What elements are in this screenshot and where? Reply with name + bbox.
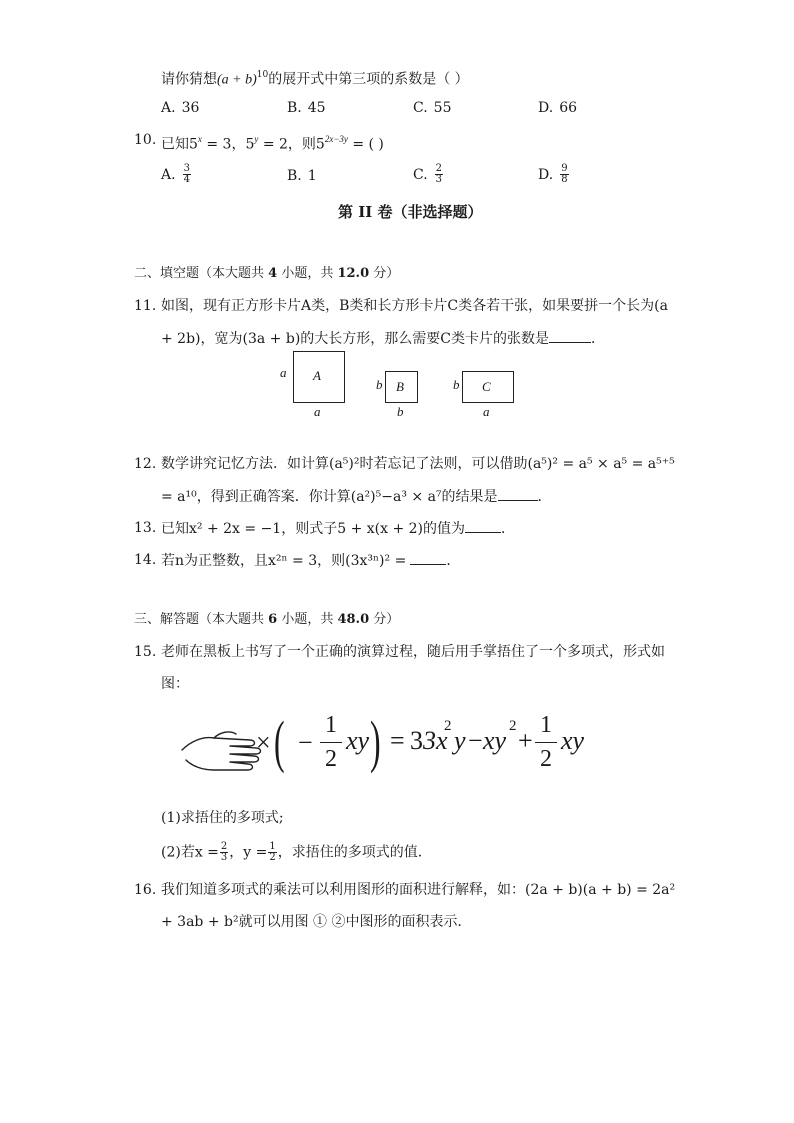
q10-option-b-value: 1: [307, 168, 317, 184]
section2-title-pre: 二、填空题（本大题共: [134, 266, 269, 281]
q10-option-d[interactable]: [538, 164, 570, 185]
q10-option-b-letter: B.: [287, 168, 302, 184]
q15-sub2-x-num: 2: [220, 841, 228, 852]
q10-option-a-den: 4: [183, 174, 190, 185]
formula-neg: −: [298, 728, 313, 757]
formula-times: ×: [256, 728, 271, 757]
q10-number: 10.: [134, 132, 157, 148]
part2-title: 第 II 卷（非选择题）: [338, 203, 483, 221]
q10-option-a-num: 3: [183, 163, 190, 174]
formula-rhs2-exp: 2: [509, 718, 517, 734]
q9-option-a[interactable]: [161, 98, 199, 118]
q13-text-post: ．: [501, 521, 516, 537]
q9-stem-post: 的展开式中第三项的系数是（ ）: [268, 71, 469, 88]
formula-rhs3-num: 1: [540, 712, 552, 738]
q10-sup1: x: [197, 134, 202, 144]
q9-option-c-value: 55: [433, 100, 452, 116]
q10-option-b[interactable]: [287, 166, 317, 186]
q14-text-post: ．: [446, 553, 461, 569]
q10-option-c-letter: C.: [413, 166, 428, 183]
q10-option-c[interactable]: [413, 164, 444, 185]
q9-stem: [161, 66, 469, 91]
formula-rhs1-y: y: [454, 726, 466, 755]
q15-number: 15.: [134, 644, 157, 660]
card-b-side-label: b: [376, 377, 383, 392]
card-a-bottom-label: a: [314, 404, 321, 419]
card-c-side-label: b: [453, 377, 460, 392]
section3-count: 6: [268, 612, 278, 627]
q11-line2-pre: + 2b)，宽为(3a + b)的大长方形，那么需要C类卡片的张数是: [161, 331, 549, 347]
q13-text-pre: 已知x² + 2x = −1，则式子5 + x(x + 2)的值为: [161, 521, 466, 537]
formula-eq: =: [390, 726, 405, 755]
q13-answer-blank[interactable]: [465, 518, 501, 533]
q13-number: 13.: [134, 520, 157, 536]
q9-option-a-letter: A.: [161, 100, 176, 116]
q9-option-b-value: 45: [307, 100, 326, 116]
q9-expr-base: (a + b): [217, 72, 257, 88]
formula-rhs3-var: xy: [561, 726, 585, 755]
formula-minus: −: [468, 726, 483, 755]
q10-option-d-den: 8: [561, 174, 568, 185]
section3-title-pre: 三、解答题（本大题共: [134, 612, 269, 627]
q9-option-b-letter: B.: [287, 100, 302, 116]
section2-title-mid: 小题，共: [277, 266, 338, 281]
formula-rhs3-den: 2: [540, 746, 552, 772]
q15-sub2-x-den: 3: [220, 852, 228, 863]
card-c-bottom-label: a: [483, 404, 490, 419]
q16-line2: + 3ab + b²就可以用图 ① ②中图形的面积表示．: [161, 914, 472, 930]
q15-sub2-y-den: 2: [269, 852, 276, 863]
q10-option-a[interactable]: [161, 164, 192, 185]
formula-rhs1-base: 3x: [423, 726, 448, 755]
q10-sup2: y: [254, 134, 259, 144]
q12-line2-pre: = a¹⁰，得到正确答案．你计算(a²)⁵−a³ × a⁷的结果是: [161, 489, 498, 505]
q12-number: 12.: [134, 456, 157, 472]
card-b-name: B: [396, 379, 404, 394]
q10-pre: 已知5: [161, 136, 198, 153]
q10-mid2: = 2，则5: [258, 136, 325, 153]
q14-text: [161, 550, 460, 571]
section3-title-post: 分）: [369, 612, 400, 627]
q11-number: 11.: [134, 298, 157, 314]
q11-line1: 如图，现有正方形卡片A类，B类和长方形卡片C类各若干张，如果要拼一个长为(a: [161, 298, 668, 314]
formula-frac-den: 2: [325, 746, 337, 772]
q9-stem-pre: 请你猜想: [161, 71, 217, 88]
q16-number: 16.: [134, 882, 157, 898]
section3-title-mid: 小题，共: [277, 612, 338, 627]
q15-sub2-pre: (2)若x =: [161, 844, 219, 861]
formula-rhs1-exp: 2: [444, 718, 452, 734]
card-a-side-label: a: [280, 365, 287, 380]
q15-sub2-y-num: 1: [269, 841, 276, 852]
formula-lparen: (: [274, 709, 285, 774]
q12-line1: 数学讲究记忆方法．如计算(a⁵)²时若忘记了法则，可以借助(a⁵)² = a⁵ × a⁵ = a⁵⁺⁵: [161, 456, 675, 472]
q14-number: 14.: [134, 552, 157, 568]
q15-sub2-mid: ，y =: [229, 844, 268, 861]
q10-option-d-letter: D.: [538, 166, 554, 183]
formula-frac-num: 1: [325, 712, 337, 738]
card-b-bottom-label: b: [397, 404, 404, 419]
q14-text-pre: 若n为正整数，且x²ⁿ = 3，则(3x³ⁿ)² =: [161, 553, 407, 569]
q15-line2: 图：: [161, 676, 189, 692]
q15-sub2-x-fraction: [220, 842, 228, 863]
q15-sub1: (1)求捂住的多项式;: [161, 810, 284, 826]
formula-frac-bar: [320, 742, 342, 743]
q10-mid1: = 3，5: [201, 136, 255, 153]
q9-expr-exp: 10: [256, 70, 269, 80]
q10-option-c-num: 2: [435, 163, 443, 174]
section2-title: [134, 264, 399, 284]
formula-var: xy: [346, 726, 370, 755]
q15-sub2-y-fraction: [268, 842, 276, 863]
q10-option-d-num: 9: [561, 163, 568, 174]
q10-option-c-fraction: [435, 164, 443, 185]
q10-stem: [161, 130, 384, 155]
q10-option-c-den: 3: [435, 174, 443, 185]
q9-option-c[interactable]: [413, 98, 452, 118]
q9-option-d[interactable]: [538, 98, 577, 118]
q9-option-a-value: 36: [181, 100, 200, 116]
q15-sub2: [161, 842, 432, 863]
section3-title: [134, 610, 399, 630]
section3-score: 48.0: [337, 612, 370, 627]
q9-option-d-letter: D.: [538, 100, 554, 116]
formula-rhs3-bar: [535, 742, 557, 743]
q10-option-d-fraction: [560, 164, 568, 185]
section2-title-post: 分）: [369, 266, 400, 281]
q12-answer-blank[interactable]: [498, 486, 538, 501]
formula-rparen: ): [370, 709, 381, 774]
q10-post: = ( ): [347, 136, 384, 153]
q12-line2: [161, 486, 552, 507]
q16-line1: 我们知道多项式的乘法可以利用图形的面积进行解释，如：(2a + b)(a + b) = 2a²: [161, 882, 676, 898]
formula-rhs2: xy: [483, 726, 507, 755]
q11-line2-post: ．: [591, 331, 605, 347]
formula-rhs1: 33x: [410, 726, 448, 755]
q13-text: [161, 518, 515, 539]
q11-answer-blank[interactable]: [549, 328, 591, 343]
q11-line2: [161, 328, 605, 349]
section2-count: 4: [268, 266, 278, 281]
q9-option-d-value: 66: [559, 100, 578, 116]
formula-plus: +: [518, 726, 533, 755]
q10-option-a-letter: A.: [161, 166, 176, 183]
q15-sub2-post: ，求捂住的多项式的值．: [277, 844, 432, 861]
q10-sup3: 2x−3y: [324, 134, 348, 144]
q12-line2-post: ．: [537, 489, 552, 505]
q14-answer-blank[interactable]: [410, 550, 446, 565]
q15-line1: 老师在黑板上书写了一个正确的演算过程，随后用手掌捂住了一个多项式，形式如: [161, 644, 665, 660]
q9-option-c-letter: C.: [413, 100, 428, 116]
q9-option-b[interactable]: [287, 98, 326, 118]
q15-formula: [180, 708, 600, 788]
section2-score: 12.0: [337, 266, 370, 281]
card-a-name: A: [313, 368, 321, 383]
card-c-name: C: [482, 379, 491, 394]
q10-option-a-fraction: [183, 164, 191, 185]
